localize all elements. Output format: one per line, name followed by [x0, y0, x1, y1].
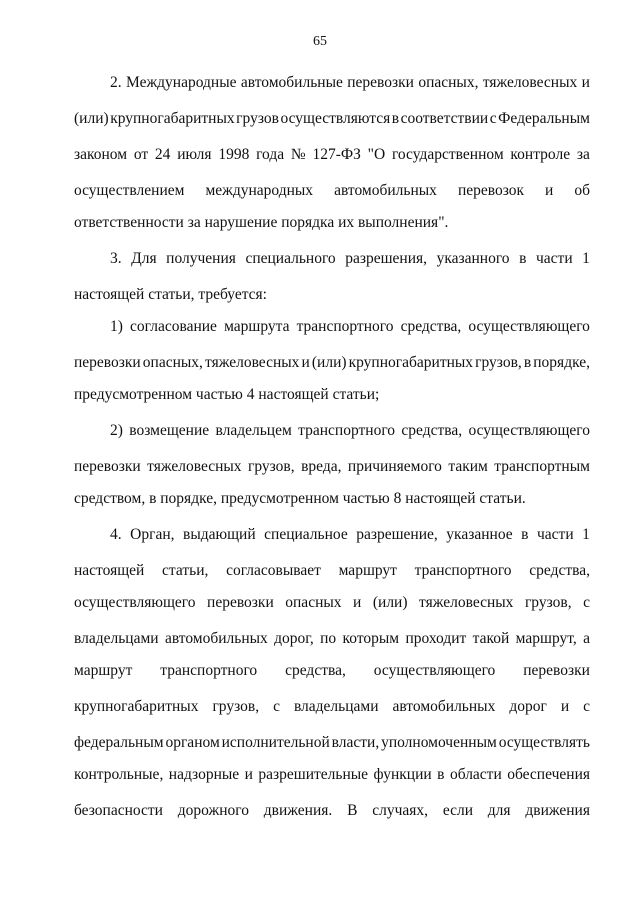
paragraph-4-line [110, 526, 590, 544]
word: за [576, 146, 590, 163]
list-item-1-line [74, 354, 590, 372]
word: дорог [509, 698, 547, 715]
word: части [537, 526, 574, 543]
paragraph-4-line [74, 766, 590, 784]
word: июля [177, 146, 212, 163]
list-item-1-line [110, 318, 590, 336]
word: по [320, 630, 337, 647]
word: опасных, [418, 74, 479, 91]
word: 24 [154, 146, 171, 163]
word: маршрут [338, 562, 397, 579]
word: осуществляющего [468, 422, 590, 439]
word: 3. [110, 250, 122, 267]
word: власти, [331, 734, 380, 751]
list-item-2-line: средством, в порядке, предусмотренном частью 8 настоящей статьи. [74, 490, 526, 507]
word: и [545, 182, 554, 199]
word: В [347, 802, 358, 819]
word: специального [245, 250, 336, 267]
word: в [519, 250, 527, 267]
word: настоящей [74, 562, 145, 579]
word: с [273, 698, 280, 715]
word: владельцами [74, 630, 159, 647]
word: случаях, [372, 802, 429, 819]
word: 1) [110, 318, 123, 335]
word: (или) [311, 354, 347, 371]
word: соответствии [400, 110, 489, 127]
word: в [521, 526, 529, 543]
word: государственном [391, 146, 504, 163]
word: а [583, 630, 590, 647]
list-item-2-line [74, 458, 590, 476]
word: и [244, 766, 253, 783]
paragraph-4-line [74, 698, 590, 716]
word: транспортного [414, 562, 512, 579]
word: крупногабаритных [348, 354, 474, 371]
word: 127-ФЗ [312, 146, 361, 163]
word: безопасности [74, 802, 163, 819]
word: транспортным [494, 458, 590, 475]
word: 1 [582, 526, 590, 543]
word: маршрут [74, 662, 133, 679]
word: разрешительные [258, 766, 369, 783]
word: выдающий [183, 526, 256, 543]
word: маршрута [224, 318, 290, 335]
word: движения. [263, 802, 333, 819]
word: для [487, 802, 511, 819]
word: средства, [285, 662, 346, 679]
word: вреда, [301, 458, 342, 475]
word: Международные [126, 74, 237, 91]
word: указанное [446, 526, 513, 543]
word: дорог, [274, 630, 314, 647]
word: получения [166, 250, 236, 267]
word: специальное [264, 526, 348, 543]
word: в [437, 766, 445, 783]
word: автомобильных [164, 630, 268, 647]
word: перевозок [457, 182, 525, 199]
word: согласовывает [226, 562, 321, 579]
word: транспортного [296, 318, 394, 335]
word: возмещение [129, 422, 210, 439]
page-number: 65 [313, 34, 327, 49]
word: с [583, 594, 590, 611]
word: средства, [400, 318, 462, 335]
word: части [535, 250, 573, 267]
word: Для [131, 250, 157, 267]
word: перевозки [74, 354, 141, 371]
word: в [391, 110, 400, 127]
word: перевозки [347, 74, 414, 91]
word: осуществлением [74, 182, 185, 199]
word: обеспечения [507, 766, 590, 783]
word: и [581, 74, 590, 91]
paragraph-4-line [74, 594, 590, 612]
word: года [256, 146, 285, 163]
word: средства, [401, 422, 463, 439]
word: об [574, 182, 590, 199]
word: если [442, 802, 473, 819]
word: тяжеловесных [147, 458, 242, 475]
word: опасных [285, 594, 342, 611]
word: опасных, [142, 354, 203, 371]
word: и [353, 594, 362, 611]
word: грузов [236, 110, 279, 127]
word: федеральным [74, 734, 164, 751]
word: в [523, 354, 532, 371]
word: органом [165, 734, 220, 751]
paragraph-2-line [74, 182, 590, 200]
word: тяжеловесных [482, 74, 578, 91]
word: перевозки [74, 458, 141, 475]
word: перевозки [207, 594, 274, 611]
list-item-1-line: предусмотренном частью 4 настоящей статьи; [74, 386, 380, 403]
word: и [301, 354, 310, 371]
paragraph-4-line [74, 562, 590, 580]
word: осуществляющего [468, 318, 590, 335]
word: средства, [529, 562, 590, 579]
word: исполнительной [221, 734, 330, 751]
word: автомобильных [334, 182, 437, 199]
word: контрольные, [74, 766, 164, 783]
word: надзорные [168, 766, 240, 783]
word: "О [367, 146, 386, 163]
word: проходит [405, 630, 467, 647]
word: грузов, [475, 354, 522, 371]
word: Федеральным [498, 110, 590, 127]
word: порядке, [533, 354, 590, 371]
paragraph-2-line [74, 146, 590, 164]
word: указанного [436, 250, 510, 267]
paragraph-3-line [110, 250, 590, 268]
word: функции [373, 766, 432, 783]
word: с [583, 698, 590, 715]
paragraph-2-line: ответственности за нарушение порядка их выполнения". [74, 214, 449, 231]
paragraph-2-line [74, 110, 590, 128]
list-item-2-line [110, 422, 590, 440]
word: осуществляющего [373, 662, 496, 679]
word: от [133, 146, 149, 163]
paragraph-4-line [74, 734, 590, 752]
word: грузов, [248, 458, 295, 475]
word: 2. [110, 74, 122, 91]
word: согласование [130, 318, 217, 335]
word: контроле [510, 146, 571, 163]
word: международных [205, 182, 314, 199]
word: тяжеловесных [205, 354, 300, 371]
word: (или) [74, 110, 109, 127]
word: Орган, [130, 526, 175, 543]
word: крупногабаритных [74, 698, 199, 715]
word: владельцами [293, 698, 379, 715]
word: уполномоченным [381, 734, 497, 751]
word: разрешения, [345, 250, 428, 267]
word: транспортного [160, 662, 258, 679]
word: таким [448, 458, 488, 475]
word: маршрут, [515, 630, 577, 647]
word: автомобильные [240, 74, 343, 91]
paragraph-3-line: настоящей статьи, требуется: [74, 286, 267, 303]
word: 1998 [218, 146, 250, 163]
word: осуществлять [498, 734, 590, 751]
word: 4. [110, 526, 122, 543]
word: 1 [582, 250, 590, 267]
word: крупногабаритных [110, 110, 235, 127]
word: осуществляющего [74, 594, 196, 611]
word: грузов, [212, 698, 260, 715]
word: и [560, 698, 570, 715]
word: перевозки [523, 662, 590, 679]
word: разрешение, [356, 526, 438, 543]
word: области [449, 766, 502, 783]
paragraph-4-line [74, 630, 590, 648]
word: грузов, [524, 594, 572, 611]
word: дорожного [177, 802, 249, 819]
word: такой [472, 630, 510, 647]
word: статьи, [162, 562, 209, 579]
word: с [489, 110, 497, 127]
word: (или) [372, 594, 408, 611]
word: причиняемого [347, 458, 442, 475]
word: автомобильных [392, 698, 496, 715]
word: которым [342, 630, 400, 647]
paragraph-4-line [74, 802, 590, 820]
word: № [290, 146, 306, 163]
word: движения [525, 802, 590, 819]
word: владельцем [215, 422, 292, 439]
word: осуществляются [280, 110, 391, 127]
word: транспортного [298, 422, 396, 439]
word: законом [74, 146, 128, 163]
paragraph-4-line [74, 662, 590, 680]
word: тяжеловесных [419, 594, 514, 611]
paragraph-2-line [110, 74, 590, 92]
word: 2) [110, 422, 123, 439]
